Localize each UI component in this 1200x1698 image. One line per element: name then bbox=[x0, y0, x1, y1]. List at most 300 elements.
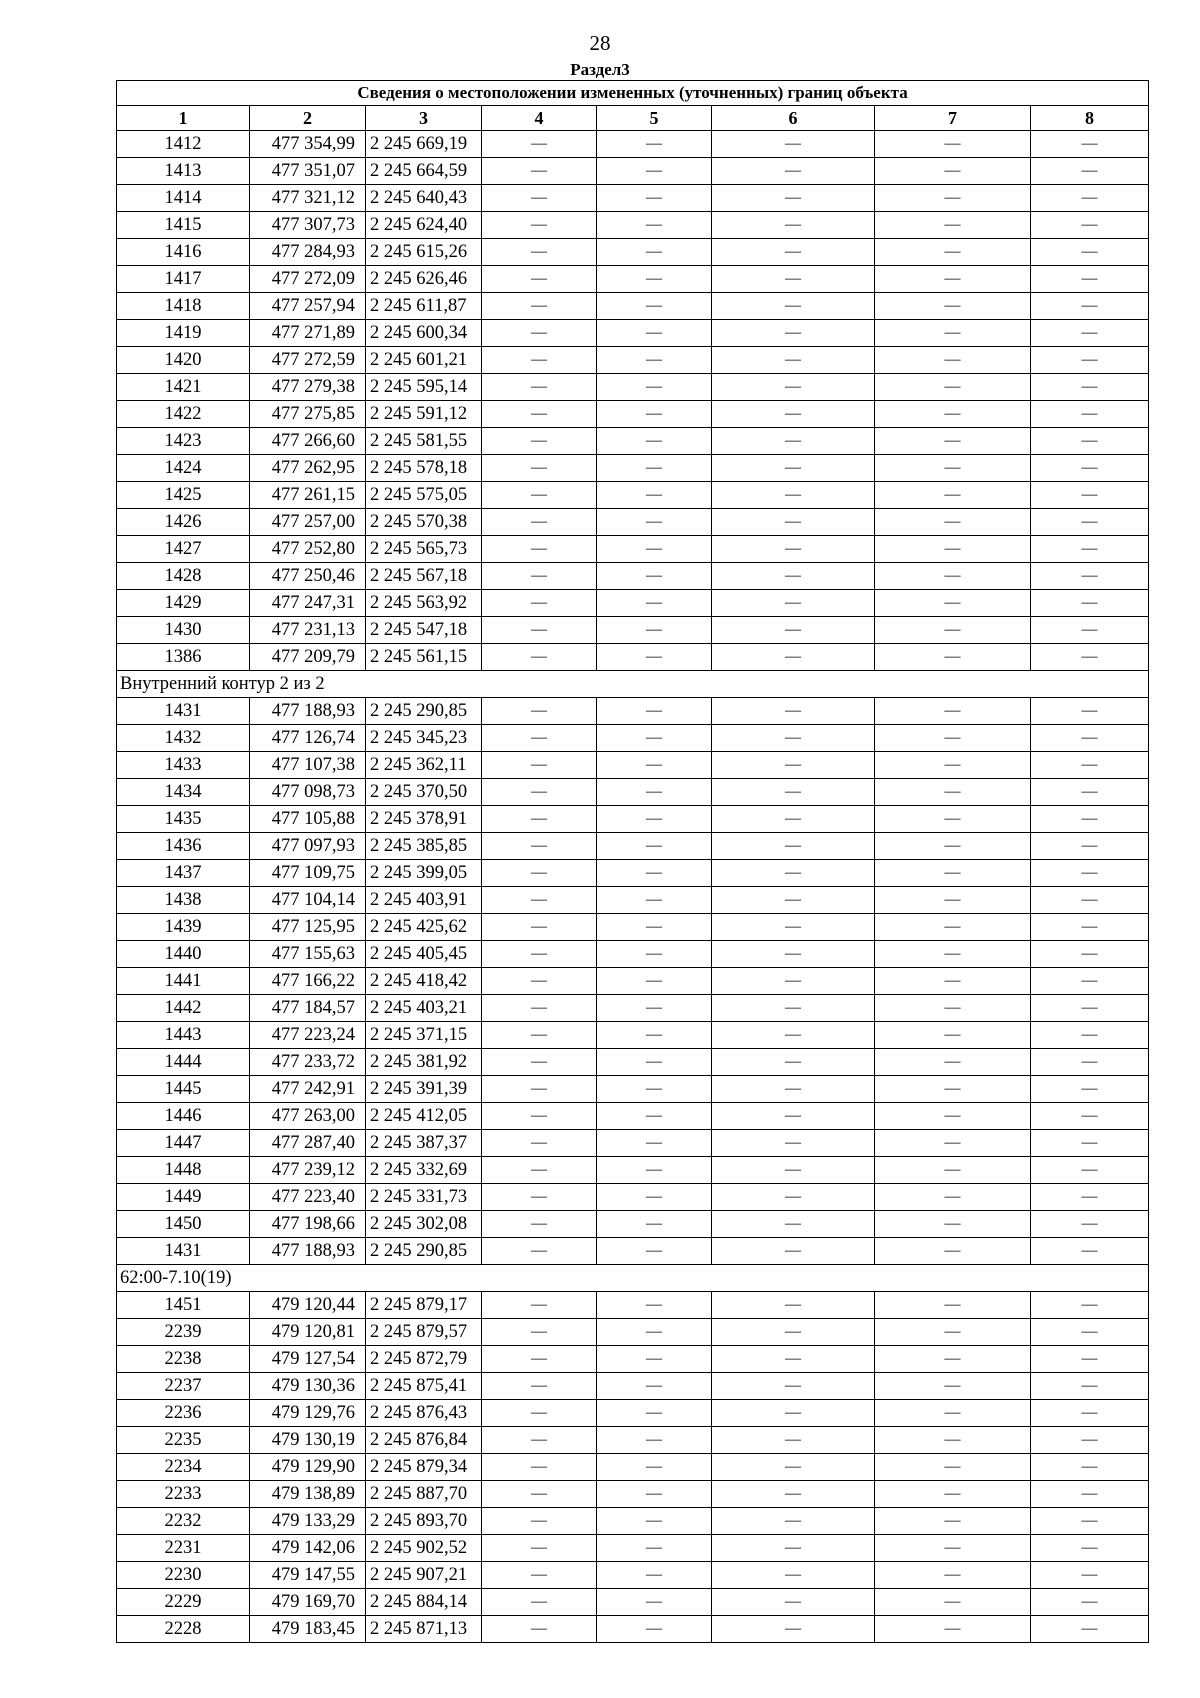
point-number-cell: 1435 bbox=[117, 806, 250, 833]
x-coordinate-cell: 477 223,24 bbox=[250, 1022, 366, 1049]
table-row bbox=[117, 1157, 1149, 1184]
point-number-cell: 1417 bbox=[117, 266, 250, 293]
empty-dash-cell: — bbox=[482, 806, 597, 833]
empty-dash-cell: — bbox=[482, 644, 597, 671]
table-row bbox=[117, 1346, 1149, 1373]
empty-dash-cell: — bbox=[482, 1346, 597, 1373]
empty-dash-cell: — bbox=[712, 1103, 875, 1130]
empty-dash-cell: — bbox=[482, 320, 597, 347]
x-coordinate-cell: 479 130,19 bbox=[250, 1427, 366, 1454]
empty-dash-cell: — bbox=[482, 617, 597, 644]
empty-dash-cell: — bbox=[712, 1292, 875, 1319]
point-number-cell: 1423 bbox=[117, 428, 250, 455]
table-row bbox=[117, 1508, 1149, 1535]
empty-dash-cell: — bbox=[1031, 1157, 1149, 1184]
empty-dash-cell: — bbox=[482, 212, 597, 239]
empty-dash-cell: — bbox=[597, 1508, 712, 1535]
empty-dash-cell: — bbox=[875, 1589, 1031, 1616]
point-number-cell: 1424 bbox=[117, 455, 250, 482]
empty-dash-cell: — bbox=[875, 455, 1031, 482]
table-row bbox=[117, 1562, 1149, 1589]
empty-dash-cell: — bbox=[1031, 1400, 1149, 1427]
x-coordinate-cell: 479 133,29 bbox=[250, 1508, 366, 1535]
empty-dash-cell: — bbox=[597, 266, 712, 293]
x-coordinate-cell: 477 209,79 bbox=[250, 644, 366, 671]
point-number-cell: 1438 bbox=[117, 887, 250, 914]
section-label: Раздел3 bbox=[570, 60, 630, 79]
empty-dash-cell: — bbox=[712, 590, 875, 617]
empty-dash-cell: — bbox=[875, 1400, 1031, 1427]
empty-dash-cell: — bbox=[712, 1076, 875, 1103]
empty-dash-cell: — bbox=[597, 779, 712, 806]
table-row bbox=[117, 914, 1149, 941]
empty-dash-cell: — bbox=[597, 347, 712, 374]
table-row bbox=[117, 482, 1149, 509]
y-coordinate-cell: 2 245 902,52 bbox=[366, 1535, 482, 1562]
empty-dash-cell: — bbox=[1031, 1103, 1149, 1130]
empty-dash-cell: — bbox=[597, 1454, 712, 1481]
empty-dash-cell: — bbox=[482, 1292, 597, 1319]
table-row bbox=[117, 1076, 1149, 1103]
empty-dash-cell: — bbox=[597, 131, 712, 158]
empty-dash-cell: — bbox=[712, 185, 875, 212]
empty-dash-cell: — bbox=[875, 158, 1031, 185]
empty-dash-cell: — bbox=[597, 698, 712, 725]
empty-dash-cell: — bbox=[1031, 536, 1149, 563]
table-row bbox=[117, 1130, 1149, 1157]
empty-dash-cell: — bbox=[1031, 1022, 1149, 1049]
empty-dash-cell: — bbox=[597, 1562, 712, 1589]
y-coordinate-cell: 2 245 893,70 bbox=[366, 1508, 482, 1535]
table-title-row bbox=[117, 81, 1149, 106]
empty-dash-cell: — bbox=[875, 563, 1031, 590]
y-coordinate-cell: 2 245 381,92 bbox=[366, 1049, 482, 1076]
empty-dash-cell: — bbox=[1031, 239, 1149, 266]
empty-dash-cell: — bbox=[875, 131, 1031, 158]
column-header: 6 bbox=[712, 106, 875, 131]
x-coordinate-cell: 477 284,93 bbox=[250, 239, 366, 266]
empty-dash-cell: — bbox=[875, 1238, 1031, 1265]
point-number-cell: 2239 bbox=[117, 1319, 250, 1346]
empty-dash-cell: — bbox=[712, 266, 875, 293]
empty-dash-cell: — bbox=[712, 347, 875, 374]
column-header: 2 bbox=[250, 106, 366, 131]
table-row bbox=[117, 1292, 1149, 1319]
empty-dash-cell: — bbox=[482, 563, 597, 590]
table-row bbox=[117, 1022, 1149, 1049]
empty-dash-cell: — bbox=[482, 1103, 597, 1130]
point-number-cell: 1447 bbox=[117, 1130, 250, 1157]
y-coordinate-cell: 2 245 581,55 bbox=[366, 428, 482, 455]
x-coordinate-cell: 479 120,81 bbox=[250, 1319, 366, 1346]
empty-dash-cell: — bbox=[712, 1049, 875, 1076]
empty-dash-cell: — bbox=[1031, 1130, 1149, 1157]
empty-dash-cell: — bbox=[1031, 698, 1149, 725]
point-number-cell: 1446 bbox=[117, 1103, 250, 1130]
y-coordinate-cell: 2 245 876,43 bbox=[366, 1400, 482, 1427]
empty-dash-cell: — bbox=[712, 914, 875, 941]
empty-dash-cell: — bbox=[712, 617, 875, 644]
column-header: 7 bbox=[875, 106, 1031, 131]
empty-dash-cell: — bbox=[597, 536, 712, 563]
table-row bbox=[117, 1535, 1149, 1562]
empty-dash-cell: — bbox=[482, 1076, 597, 1103]
empty-dash-cell: — bbox=[597, 1211, 712, 1238]
empty-dash-cell: — bbox=[712, 1535, 875, 1562]
empty-dash-cell: — bbox=[875, 1103, 1031, 1130]
empty-dash-cell: — bbox=[482, 725, 597, 752]
empty-dash-cell: — bbox=[712, 401, 875, 428]
x-coordinate-cell: 479 138,89 bbox=[250, 1481, 366, 1508]
empty-dash-cell: — bbox=[712, 158, 875, 185]
empty-dash-cell: — bbox=[597, 968, 712, 995]
empty-dash-cell: — bbox=[875, 320, 1031, 347]
table-row bbox=[117, 1427, 1149, 1454]
empty-dash-cell: — bbox=[1031, 887, 1149, 914]
empty-dash-cell: — bbox=[712, 860, 875, 887]
empty-dash-cell: — bbox=[712, 428, 875, 455]
empty-dash-cell: — bbox=[875, 374, 1031, 401]
table-row bbox=[117, 293, 1149, 320]
empty-dash-cell: — bbox=[482, 1157, 597, 1184]
empty-dash-cell: — bbox=[597, 1292, 712, 1319]
empty-dash-cell: — bbox=[597, 752, 712, 779]
empty-dash-cell: — bbox=[1031, 617, 1149, 644]
empty-dash-cell: — bbox=[875, 1130, 1031, 1157]
empty-dash-cell: — bbox=[875, 1076, 1031, 1103]
x-coordinate-cell: 477 155,63 bbox=[250, 941, 366, 968]
empty-dash-cell: — bbox=[712, 1400, 875, 1427]
empty-dash-cell: — bbox=[597, 1103, 712, 1130]
empty-dash-cell: — bbox=[712, 1319, 875, 1346]
empty-dash-cell: — bbox=[712, 131, 875, 158]
empty-dash-cell: — bbox=[712, 644, 875, 671]
contour-label: Внутренний контур 2 из 2 bbox=[117, 671, 1149, 698]
empty-dash-cell: — bbox=[712, 374, 875, 401]
empty-dash-cell: — bbox=[482, 401, 597, 428]
table-row bbox=[117, 347, 1149, 374]
table-row bbox=[117, 968, 1149, 995]
x-coordinate-cell: 477 287,40 bbox=[250, 1130, 366, 1157]
empty-dash-cell: — bbox=[875, 1508, 1031, 1535]
empty-dash-cell: — bbox=[597, 1535, 712, 1562]
y-coordinate-cell: 2 245 378,91 bbox=[366, 806, 482, 833]
empty-dash-cell: — bbox=[1031, 131, 1149, 158]
y-coordinate-cell: 2 245 611,87 bbox=[366, 293, 482, 320]
x-coordinate-cell: 477 166,22 bbox=[250, 968, 366, 995]
empty-dash-cell: — bbox=[712, 725, 875, 752]
empty-dash-cell: — bbox=[712, 1022, 875, 1049]
empty-dash-cell: — bbox=[482, 239, 597, 266]
empty-dash-cell: — bbox=[875, 1454, 1031, 1481]
point-number-cell: 1450 bbox=[117, 1211, 250, 1238]
point-number-cell: 1418 bbox=[117, 293, 250, 320]
table-row bbox=[117, 1373, 1149, 1400]
point-number-cell: 1441 bbox=[117, 968, 250, 995]
point-number-cell: 1412 bbox=[117, 131, 250, 158]
y-coordinate-cell: 2 245 331,73 bbox=[366, 1184, 482, 1211]
y-coordinate-cell: 2 245 547,18 bbox=[366, 617, 482, 644]
x-coordinate-cell: 479 147,55 bbox=[250, 1562, 366, 1589]
empty-dash-cell: — bbox=[597, 860, 712, 887]
empty-dash-cell: — bbox=[482, 374, 597, 401]
x-coordinate-cell: 477 275,85 bbox=[250, 401, 366, 428]
y-coordinate-cell: 2 245 875,41 bbox=[366, 1373, 482, 1400]
empty-dash-cell: — bbox=[875, 1346, 1031, 1373]
empty-dash-cell: — bbox=[482, 185, 597, 212]
table-row bbox=[117, 212, 1149, 239]
y-coordinate-cell: 2 245 884,14 bbox=[366, 1589, 482, 1616]
empty-dash-cell: — bbox=[597, 455, 712, 482]
empty-dash-cell: — bbox=[1031, 806, 1149, 833]
empty-dash-cell: — bbox=[712, 941, 875, 968]
x-coordinate-cell: 477 188,93 bbox=[250, 698, 366, 725]
empty-dash-cell: — bbox=[712, 1184, 875, 1211]
empty-dash-cell: — bbox=[875, 779, 1031, 806]
x-coordinate-cell: 477 104,14 bbox=[250, 887, 366, 914]
empty-dash-cell: — bbox=[875, 833, 1031, 860]
x-coordinate-cell: 479 120,44 bbox=[250, 1292, 366, 1319]
empty-dash-cell: — bbox=[597, 1400, 712, 1427]
empty-dash-cell: — bbox=[597, 995, 712, 1022]
table-row bbox=[117, 131, 1149, 158]
point-number-cell: 2233 bbox=[117, 1481, 250, 1508]
empty-dash-cell: — bbox=[482, 455, 597, 482]
table-row bbox=[117, 1238, 1149, 1265]
column-header-row bbox=[117, 106, 1149, 131]
empty-dash-cell: — bbox=[875, 1427, 1031, 1454]
empty-dash-cell: — bbox=[1031, 914, 1149, 941]
y-coordinate-cell: 2 245 405,45 bbox=[366, 941, 482, 968]
coordinates-table bbox=[116, 80, 1149, 1643]
y-coordinate-cell: 2 245 615,26 bbox=[366, 239, 482, 266]
point-number-cell: 1431 bbox=[117, 698, 250, 725]
table-row bbox=[117, 752, 1149, 779]
point-number-cell: 2232 bbox=[117, 1508, 250, 1535]
y-coordinate-cell: 2 245 871,13 bbox=[366, 1616, 482, 1643]
x-coordinate-cell: 477 351,07 bbox=[250, 158, 366, 185]
empty-dash-cell: — bbox=[597, 401, 712, 428]
empty-dash-cell: — bbox=[597, 644, 712, 671]
empty-dash-cell: — bbox=[482, 779, 597, 806]
empty-dash-cell: — bbox=[875, 725, 1031, 752]
y-coordinate-cell: 2 245 595,14 bbox=[366, 374, 482, 401]
empty-dash-cell: — bbox=[482, 158, 597, 185]
empty-dash-cell: — bbox=[875, 293, 1031, 320]
point-number-cell: 1430 bbox=[117, 617, 250, 644]
x-coordinate-cell: 477 266,60 bbox=[250, 428, 366, 455]
point-number-cell: 2228 bbox=[117, 1616, 250, 1643]
empty-dash-cell: — bbox=[1031, 968, 1149, 995]
empty-dash-cell: — bbox=[1031, 833, 1149, 860]
empty-dash-cell: — bbox=[482, 1373, 597, 1400]
empty-dash-cell: — bbox=[875, 428, 1031, 455]
empty-dash-cell: — bbox=[482, 914, 597, 941]
empty-dash-cell: — bbox=[1031, 158, 1149, 185]
point-number-cell: 1440 bbox=[117, 941, 250, 968]
empty-dash-cell: — bbox=[875, 914, 1031, 941]
point-number-cell: 2230 bbox=[117, 1562, 250, 1589]
empty-dash-cell: — bbox=[712, 995, 875, 1022]
empty-dash-cell: — bbox=[482, 752, 597, 779]
x-coordinate-cell: 477 261,15 bbox=[250, 482, 366, 509]
table-row bbox=[117, 590, 1149, 617]
empty-dash-cell: — bbox=[875, 266, 1031, 293]
empty-dash-cell: — bbox=[482, 536, 597, 563]
empty-dash-cell: — bbox=[597, 1373, 712, 1400]
y-coordinate-cell: 2 245 567,18 bbox=[366, 563, 482, 590]
x-coordinate-cell: 479 169,70 bbox=[250, 1589, 366, 1616]
empty-dash-cell: — bbox=[597, 1130, 712, 1157]
empty-dash-cell: — bbox=[712, 1238, 875, 1265]
empty-dash-cell: — bbox=[1031, 428, 1149, 455]
empty-dash-cell: — bbox=[712, 1427, 875, 1454]
empty-dash-cell: — bbox=[482, 968, 597, 995]
y-coordinate-cell: 2 245 387,37 bbox=[366, 1130, 482, 1157]
empty-dash-cell: — bbox=[597, 482, 712, 509]
empty-dash-cell: — bbox=[482, 1508, 597, 1535]
empty-dash-cell: — bbox=[875, 185, 1031, 212]
empty-dash-cell: — bbox=[1031, 563, 1149, 590]
empty-dash-cell: — bbox=[875, 1535, 1031, 1562]
table-row bbox=[117, 563, 1149, 590]
empty-dash-cell: — bbox=[597, 158, 712, 185]
empty-dash-cell: — bbox=[1031, 860, 1149, 887]
point-number-cell: 1420 bbox=[117, 347, 250, 374]
table-row bbox=[117, 1400, 1149, 1427]
y-coordinate-cell: 2 245 370,50 bbox=[366, 779, 482, 806]
point-number-cell: 1428 bbox=[117, 563, 250, 590]
point-number-cell: 1432 bbox=[117, 725, 250, 752]
x-coordinate-cell: 477 263,00 bbox=[250, 1103, 366, 1130]
contour-label-row bbox=[117, 1265, 1149, 1292]
empty-dash-cell: — bbox=[482, 1130, 597, 1157]
empty-dash-cell: — bbox=[597, 941, 712, 968]
empty-dash-cell: — bbox=[597, 1238, 712, 1265]
x-coordinate-cell: 479 129,76 bbox=[250, 1400, 366, 1427]
y-coordinate-cell: 2 245 664,59 bbox=[366, 158, 482, 185]
empty-dash-cell: — bbox=[1031, 401, 1149, 428]
empty-dash-cell: — bbox=[1031, 590, 1149, 617]
empty-dash-cell: — bbox=[712, 1346, 875, 1373]
empty-dash-cell: — bbox=[482, 941, 597, 968]
empty-dash-cell: — bbox=[875, 509, 1031, 536]
empty-dash-cell: — bbox=[1031, 1562, 1149, 1589]
table-row bbox=[117, 617, 1149, 644]
y-coordinate-cell: 2 245 601,21 bbox=[366, 347, 482, 374]
empty-dash-cell: — bbox=[712, 833, 875, 860]
x-coordinate-cell: 477 272,59 bbox=[250, 347, 366, 374]
y-coordinate-cell: 2 245 879,57 bbox=[366, 1319, 482, 1346]
column-header: 8 bbox=[1031, 106, 1149, 131]
empty-dash-cell: — bbox=[597, 1616, 712, 1643]
x-coordinate-cell: 477 125,95 bbox=[250, 914, 366, 941]
empty-dash-cell: — bbox=[875, 482, 1031, 509]
y-coordinate-cell: 2 245 578,18 bbox=[366, 455, 482, 482]
table-row bbox=[117, 1319, 1149, 1346]
x-coordinate-cell: 477 097,93 bbox=[250, 833, 366, 860]
empty-dash-cell: — bbox=[1031, 347, 1149, 374]
empty-dash-cell: — bbox=[482, 860, 597, 887]
table-row bbox=[117, 1049, 1149, 1076]
empty-dash-cell: — bbox=[875, 1022, 1031, 1049]
empty-dash-cell: — bbox=[712, 1454, 875, 1481]
y-coordinate-cell: 2 245 887,70 bbox=[366, 1481, 482, 1508]
page-number: 28 bbox=[589, 31, 611, 55]
x-coordinate-cell: 477 126,74 bbox=[250, 725, 366, 752]
y-coordinate-cell: 2 245 425,62 bbox=[366, 914, 482, 941]
empty-dash-cell: — bbox=[712, 1508, 875, 1535]
empty-dash-cell: — bbox=[597, 1076, 712, 1103]
y-coordinate-cell: 2 245 565,73 bbox=[366, 536, 482, 563]
y-coordinate-cell: 2 245 302,08 bbox=[366, 1211, 482, 1238]
empty-dash-cell: — bbox=[482, 131, 597, 158]
y-coordinate-cell: 2 245 290,85 bbox=[366, 698, 482, 725]
x-coordinate-cell: 477 098,73 bbox=[250, 779, 366, 806]
empty-dash-cell: — bbox=[597, 293, 712, 320]
y-coordinate-cell: 2 245 563,92 bbox=[366, 590, 482, 617]
point-number-cell: 2236 bbox=[117, 1400, 250, 1427]
empty-dash-cell: — bbox=[875, 536, 1031, 563]
y-coordinate-cell: 2 245 591,12 bbox=[366, 401, 482, 428]
empty-dash-cell: — bbox=[482, 482, 597, 509]
point-number-cell: 1426 bbox=[117, 509, 250, 536]
point-number-cell: 1437 bbox=[117, 860, 250, 887]
table-body bbox=[117, 81, 1149, 1643]
point-number-cell: 1413 bbox=[117, 158, 250, 185]
column-header: 5 bbox=[597, 106, 712, 131]
table-row bbox=[117, 698, 1149, 725]
empty-dash-cell: — bbox=[1031, 1184, 1149, 1211]
empty-dash-cell: — bbox=[597, 1481, 712, 1508]
empty-dash-cell: — bbox=[1031, 1319, 1149, 1346]
empty-dash-cell: — bbox=[875, 752, 1031, 779]
x-coordinate-cell: 477 239,12 bbox=[250, 1157, 366, 1184]
empty-dash-cell: — bbox=[597, 1346, 712, 1373]
empty-dash-cell: — bbox=[875, 941, 1031, 968]
table-row bbox=[117, 860, 1149, 887]
empty-dash-cell: — bbox=[482, 1535, 597, 1562]
empty-dash-cell: — bbox=[875, 1373, 1031, 1400]
table-row bbox=[117, 941, 1149, 968]
y-coordinate-cell: 2 245 907,21 bbox=[366, 1562, 482, 1589]
empty-dash-cell: — bbox=[597, 1049, 712, 1076]
empty-dash-cell: — bbox=[875, 212, 1031, 239]
x-coordinate-cell: 479 130,36 bbox=[250, 1373, 366, 1400]
table-row bbox=[117, 1454, 1149, 1481]
point-number-cell: 2235 bbox=[117, 1427, 250, 1454]
empty-dash-cell: — bbox=[1031, 482, 1149, 509]
point-number-cell: 2231 bbox=[117, 1535, 250, 1562]
table-row bbox=[117, 725, 1149, 752]
empty-dash-cell: — bbox=[875, 1292, 1031, 1319]
table-row bbox=[117, 644, 1149, 671]
empty-dash-cell: — bbox=[482, 509, 597, 536]
point-number-cell: 2237 bbox=[117, 1373, 250, 1400]
empty-dash-cell: — bbox=[482, 1616, 597, 1643]
empty-dash-cell: — bbox=[1031, 1238, 1149, 1265]
y-coordinate-cell: 2 245 640,43 bbox=[366, 185, 482, 212]
point-number-cell: 2238 bbox=[117, 1346, 250, 1373]
x-coordinate-cell: 477 242,91 bbox=[250, 1076, 366, 1103]
empty-dash-cell: — bbox=[712, 1373, 875, 1400]
empty-dash-cell: — bbox=[1031, 1049, 1149, 1076]
y-coordinate-cell: 2 245 403,21 bbox=[366, 995, 482, 1022]
empty-dash-cell: — bbox=[875, 1157, 1031, 1184]
empty-dash-cell: — bbox=[597, 887, 712, 914]
point-number-cell: 1436 bbox=[117, 833, 250, 860]
x-coordinate-cell: 477 271,89 bbox=[250, 320, 366, 347]
